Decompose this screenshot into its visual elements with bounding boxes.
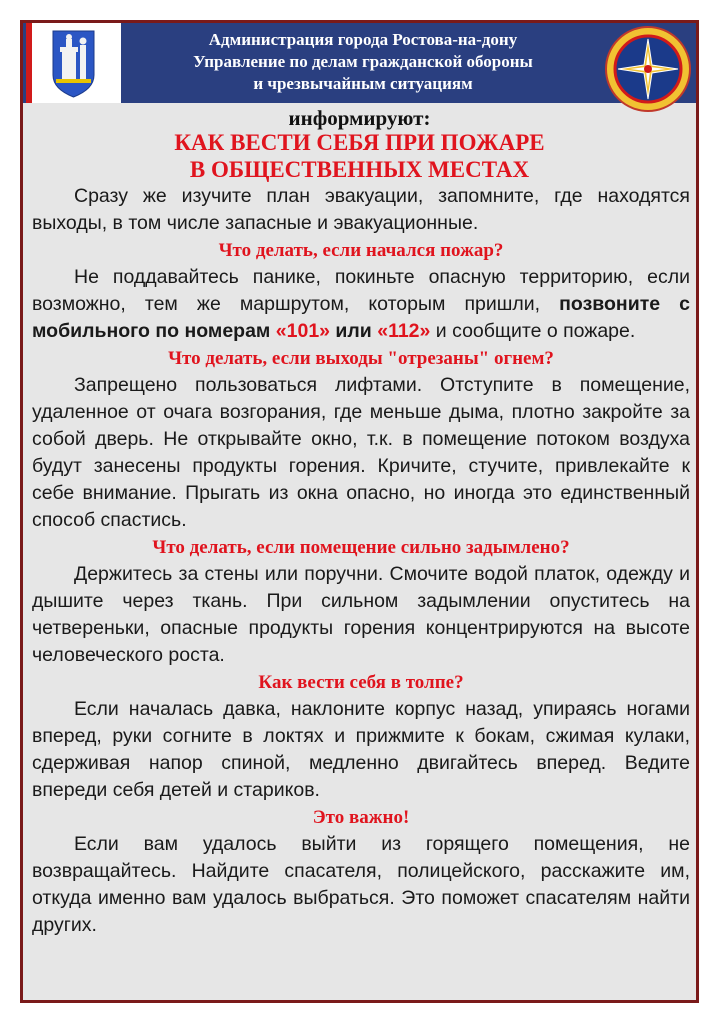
emergency-number-112: «112»	[377, 320, 431, 342]
content-body	[32, 183, 690, 939]
civil-defense-emblem	[604, 25, 692, 113]
subheading-exits-cut: Что делать, если выходы "отрезаны" огнем?	[168, 348, 554, 369]
intro-paragraph: Сразу же изучите план эвакуации, запомните, где находятся выходы, в том числе запасные и эвакуационные.	[32, 185, 690, 234]
title-line-1: КАК ВЕСТИ СЕБЯ ПРИ ПОЖАРЕ	[174, 130, 545, 155]
fire-started-paragraph	[32, 264, 690, 345]
call-or: или	[330, 320, 378, 342]
subheading-crowd: Как вести себя в толпе?	[258, 672, 464, 693]
header-line-2: Управление по делам гражданской обороны	[193, 52, 533, 71]
call-instruction: позвоните с мобильного по номерам	[32, 293, 690, 342]
fire-started-text: Не поддавайтесь панике, покиньте опасную территорию, если возможно, тем же маршрутом, которым пришли,	[32, 266, 690, 315]
smoke-paragraph: Держитесь за стены или поручни. Смочите водой платок, одежду и дышите через ткань. При сильном задымлении опуститесь на четвереньки, опасные продукты горения концентрируются на высоте человеческого роста.	[32, 563, 690, 666]
exits-cut-paragraph: Запрещено пользоваться лифтами. Отступите в помещение, удаленное от очага возгорания, где меньше дыма, плотно закройте за собой дверь. Не открывайте окно, т.к. в помещение потоком воздуха будут занесены продукты горения. Кричите, стучите, привлекайте к себе внимание. Прыгать из окна опасно, но иногда это единственный способ спастись.	[32, 374, 690, 531]
subheading-fire-started: Что делать, если начался пожар?	[218, 240, 504, 261]
subheading-important: Это важно!	[312, 807, 410, 828]
header-line-3: и чрезвычайным ситуациям	[253, 74, 473, 93]
subheading-smoke: Что делать, если помещение сильно задымлено?	[152, 537, 570, 558]
crowd-paragraph: Если началась давка, наклоните корпус назад, упираясь ногами вперед, руки согните в локтях и прижмите к бокам, сжимая кулаки, сдерживая напор спиной, медленно двигайтесь вперед. Ведите впереди себя детей и стариков.	[32, 698, 690, 801]
emergency-number-101: «101»	[275, 320, 331, 342]
title-line-2: В ОБЩЕСТВЕННЫХ МЕСТАХ	[189, 157, 530, 182]
inform-label: информируют:	[288, 106, 431, 130]
header-title	[123, 29, 603, 95]
poster-frame	[20, 20, 699, 1003]
header-banner	[23, 23, 696, 103]
important-paragraph: Если вам удалось выйти из горящего помещения, не возвращайтесь. Найдите спасателя, полицейского, расскажите им, откуда именно вам удалось выбраться. Это поможет спасателям найти других.	[32, 833, 690, 936]
report-fire-text: и сообщите о пожаре.	[430, 320, 636, 342]
page-title	[23, 129, 696, 183]
header-line-1: Администрация города Ростова-на-дону	[208, 30, 518, 49]
coat-of-arms-logo	[26, 23, 121, 103]
